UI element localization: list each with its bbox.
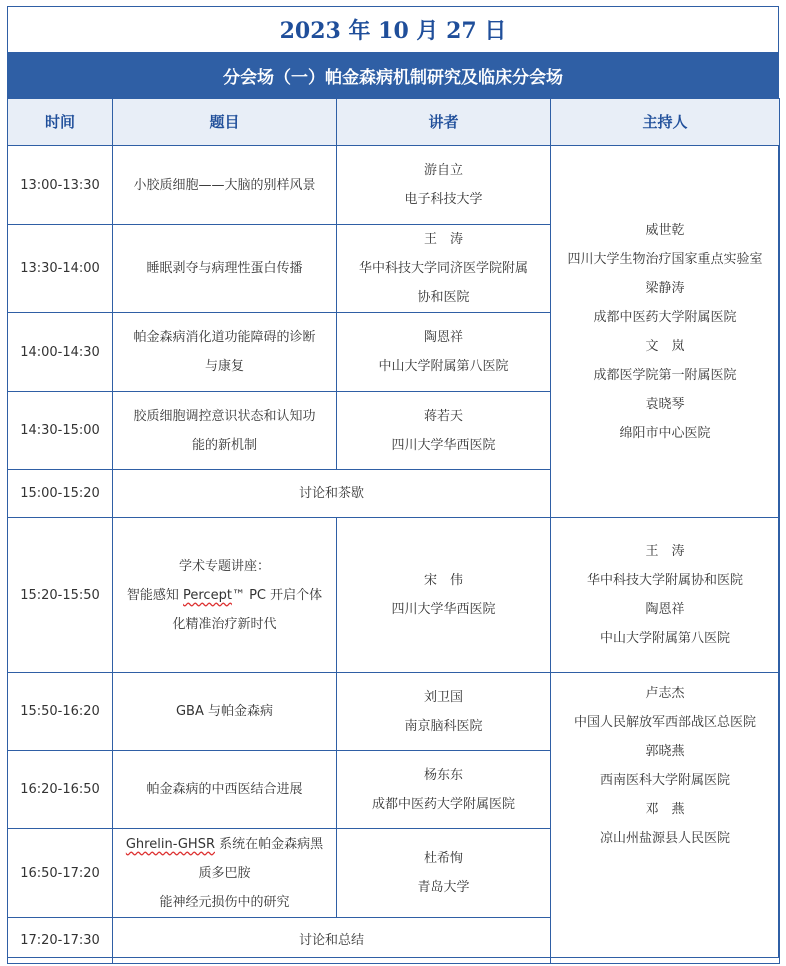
- speaker-name: 蒋若天: [423, 408, 463, 424]
- speaker-org: 中山大学附属第八医院: [378, 359, 509, 374]
- host-line: 陶恩祥: [645, 602, 685, 617]
- host-cell: [551, 518, 780, 673]
- host-line: 卢志杰: [645, 686, 685, 701]
- break-cell: 讨论和茶歇: [113, 470, 551, 518]
- topic-text: 帕金森病消化道功能障碍的诊断: [133, 330, 316, 345]
- topic-cell: [113, 751, 337, 829]
- speaker-org: 四川大学华西医院: [391, 437, 496, 453]
- speaker-cell: [337, 146, 551, 225]
- host-line: 邓 燕: [645, 802, 685, 817]
- brand-name: Ghrelin-GHSR: [125, 836, 215, 852]
- host-line: 中国人民解放军西部战区总医院: [573, 715, 756, 730]
- speaker-name: 游自立: [423, 163, 463, 178]
- speaker-cell: [337, 392, 551, 470]
- topic-text: 能神经元损伤中的研究: [159, 894, 290, 910]
- topic-text: 睡眠剥夺与病理性蛋白传播: [146, 261, 303, 276]
- date-heading: 2023 年 10 月 27 日: [279, 17, 507, 44]
- topic-text: 小胶质细胞——大脑的别样风景: [133, 177, 316, 193]
- topic-text: 与康复: [204, 359, 244, 374]
- topic-fragment: 系统在帕金森病黑: [215, 836, 324, 852]
- speaker-name: 宋 伟: [423, 573, 463, 588]
- host-line: 绵阳市中心医院: [619, 425, 711, 441]
- speaker-name: 杨东东: [423, 767, 463, 783]
- session-title: 分会场（一）帕金森病机制研究及临床分会场: [7, 52, 779, 98]
- header-time: 时间: [8, 99, 113, 146]
- host-line: 袁晓琴: [645, 396, 685, 412]
- header-speaker: 讲者: [337, 99, 551, 146]
- topic-cell: [113, 225, 337, 313]
- host-cell: [551, 146, 780, 518]
- host-line: 西南医科大学附属医院: [599, 773, 730, 788]
- time-cell: 15:20-15:50: [8, 518, 113, 673]
- speaker-org: 协和医院: [417, 290, 470, 305]
- time-cell: 15:00-15:20: [8, 470, 113, 518]
- speaker-cell: [337, 673, 551, 751]
- speaker-org: 青岛大学: [417, 880, 470, 895]
- topic-text: 质多巴胺: [198, 865, 251, 881]
- time-cell: 17:20-17:30: [8, 918, 113, 964]
- topic-text: 能的新机制: [191, 437, 257, 453]
- speaker-org: 电子科技大学: [404, 192, 483, 207]
- topic-text: 化精准治疗新时代: [172, 616, 277, 632]
- host-line: 凉山州盐源县人民医院: [599, 831, 730, 846]
- topic-text: [119, 581, 330, 610]
- speaker-org: 成都中医药大学附属医院: [371, 796, 515, 812]
- speaker-cell: [337, 751, 551, 829]
- speaker-name: 杜希恂: [423, 851, 463, 866]
- host-cell: [551, 673, 780, 964]
- topic-text: GBA 与帕金森病: [175, 704, 274, 719]
- time-cell: 13:00-13:30: [8, 146, 113, 225]
- speaker-name: 陶恩祥: [423, 330, 463, 345]
- topic-text: 学术专题讲座：: [178, 558, 270, 574]
- host-line: 成都中医药大学附属医院: [593, 309, 737, 325]
- host-line: 华中科技大学附属协和医院: [586, 573, 743, 588]
- host-line: 威世乾: [645, 222, 685, 238]
- header-topic: 题目: [113, 99, 337, 146]
- table-header-row: [8, 99, 780, 146]
- topic-cell: [113, 313, 337, 392]
- topic-text: 帕金森病的中西医结合进展: [146, 782, 303, 797]
- speaker-name: 刘卫国: [423, 689, 463, 705]
- speaker-org: 四川大学华西医院: [391, 602, 496, 617]
- speaker-cell: [337, 313, 551, 392]
- time-cell: 13:30-14:00: [8, 225, 113, 313]
- table-row: [8, 146, 780, 225]
- time-cell: 16:50-17:20: [8, 829, 113, 918]
- speaker-cell: [337, 225, 551, 313]
- speaker-cell: [337, 829, 551, 918]
- time-cell: 15:50-16:20: [8, 673, 113, 751]
- speaker-cell: [337, 518, 551, 673]
- topic-cell: [113, 673, 337, 751]
- topic-cell: [113, 829, 337, 918]
- topic-fragment: ™ PC 开启个体: [231, 587, 323, 603]
- time-cell: 14:30-15:00: [8, 392, 113, 470]
- topic-text: [119, 830, 330, 859]
- topic-text: 胶质细胞调控意识状态和认知功: [133, 408, 316, 424]
- time-cell: 16:20-16:50: [8, 751, 113, 829]
- host-line: 成都医学院第一附属医院: [593, 367, 737, 383]
- schedule-table: [7, 98, 780, 964]
- topic-fragment: 智能感知: [126, 587, 183, 603]
- host-line: 王 涛: [645, 544, 685, 559]
- speaker-name: 王 涛: [423, 232, 463, 247]
- topic-cell: [113, 146, 337, 225]
- table-row: [8, 673, 780, 751]
- host-line: 四川大学生物治疗国家重点实验室: [567, 251, 763, 267]
- time-cell: 14:00-14:30: [8, 313, 113, 392]
- speaker-org: 华中科技大学同济医学院附属: [358, 261, 528, 276]
- break-cell: 讨论和总结: [113, 918, 551, 964]
- topic-cell: [113, 392, 337, 470]
- host-line: 郭晓燕: [645, 744, 685, 759]
- header-host: 主持人: [551, 99, 780, 146]
- host-line: 中山大学附属第八医院: [599, 631, 730, 646]
- topic-cell: [113, 518, 337, 673]
- speaker-org: 南京脑科医院: [404, 718, 483, 734]
- table-row: [8, 518, 780, 673]
- host-line: 梁静涛: [645, 280, 685, 296]
- brand-name: Percept: [183, 587, 232, 603]
- host-line: 文 岚: [645, 338, 685, 354]
